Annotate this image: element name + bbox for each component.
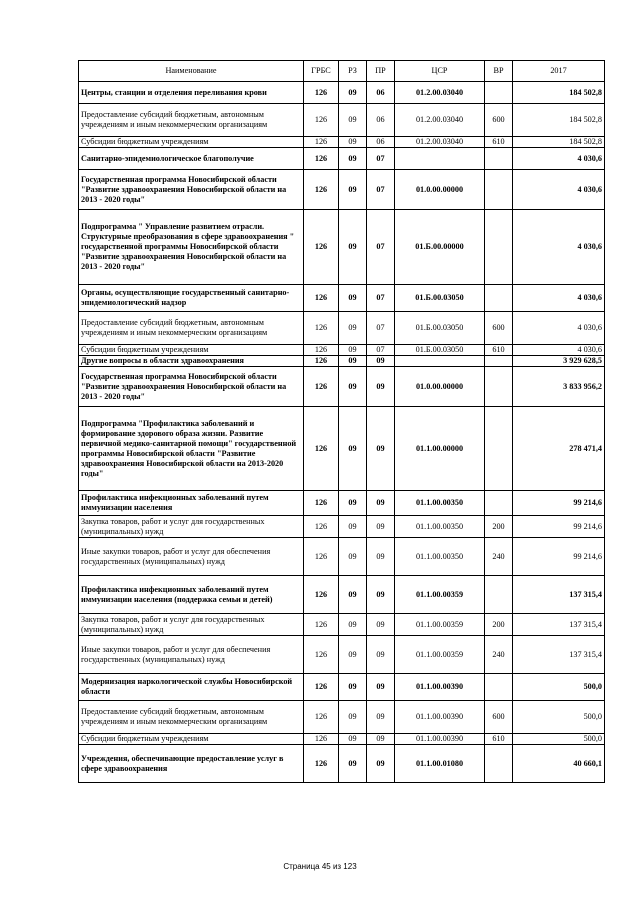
header-year: 2017 <box>513 61 605 82</box>
row-amount-cell: 184 502,8 <box>513 137 605 148</box>
row-amount-cell: 184 502,8 <box>513 104 605 137</box>
row-csr-cell: 01.Б.00.03050 <box>395 285 485 312</box>
page-number: Страница 45 из 123 <box>283 862 357 871</box>
row-name-cell: Государственная программа Новосибирской области "Развитие здравоохранения Новосибирской области на 2013 - 2020 годы" <box>79 367 304 407</box>
row-amount-cell: 3 833 956,2 <box>513 367 605 407</box>
table-row <box>79 82 605 104</box>
row-name-cell: Предоставление субсидий бюджетным, автономным учреждениям и иным некоммерческим организациям <box>79 104 304 137</box>
row-amount-cell: 137 315,4 <box>513 636 605 674</box>
row-pr-cell: 07 <box>367 148 395 170</box>
row-csr-cell: 01.2.00.03040 <box>395 82 485 104</box>
row-vr-cell <box>485 576 513 614</box>
row-amount-cell: 500,0 <box>513 701 605 734</box>
table-row <box>79 491 605 516</box>
row-name-cell: Профилактика инфекционных заболеваний путем иммунизации населения <box>79 491 304 516</box>
row-rz-cell: 09 <box>339 636 367 674</box>
row-rz-cell: 09 <box>339 137 367 148</box>
table-row <box>79 636 605 674</box>
table-row <box>79 345 605 356</box>
row-vr-cell: 600 <box>485 701 513 734</box>
row-name-cell: Закупка товаров, работ и услуг для государственных (муниципальных) нужд <box>79 516 304 538</box>
row-pr-cell: 09 <box>367 538 395 576</box>
row-amount-cell: 278 471,4 <box>513 407 605 491</box>
row-rz-cell: 09 <box>339 345 367 356</box>
row-rz-cell: 09 <box>339 285 367 312</box>
row-grbs-cell: 126 <box>304 576 339 614</box>
row-rz-cell: 09 <box>339 407 367 491</box>
row-csr-cell: 01.Б.00.03050 <box>395 312 485 345</box>
row-name-cell: Субсидии бюджетным учреждениям <box>79 137 304 148</box>
row-rz-cell: 09 <box>339 82 367 104</box>
table-row <box>79 137 605 148</box>
row-rz-cell: 09 <box>339 367 367 407</box>
row-rz-cell: 09 <box>339 674 367 701</box>
header-csr: ЦСР <box>395 61 485 82</box>
row-name-cell: Государственная программа Новосибирской области "Развитие здравоохранения Новосибирской области на 2013 - 2020 годы" <box>79 170 304 210</box>
row-amount-cell: 4 030,6 <box>513 148 605 170</box>
row-grbs-cell: 126 <box>304 491 339 516</box>
row-rz-cell: 09 <box>339 170 367 210</box>
header-grbs: ГРБС <box>304 61 339 82</box>
table-row <box>79 285 605 312</box>
row-amount-cell: 4 030,6 <box>513 170 605 210</box>
row-csr-cell: 01.1.00.00390 <box>395 734 485 745</box>
row-grbs-cell: 126 <box>304 745 339 783</box>
row-csr-cell: 01.Б.00.00000 <box>395 210 485 285</box>
table-row <box>79 367 605 407</box>
row-rz-cell: 09 <box>339 356 367 367</box>
table-row <box>79 356 605 367</box>
row-grbs-cell: 126 <box>304 516 339 538</box>
row-name-cell: Предоставление субсидий бюджетным, автономным учреждениям и иным некоммерческим организациям <box>79 701 304 734</box>
row-rz-cell: 09 <box>339 614 367 636</box>
row-pr-cell: 06 <box>367 82 395 104</box>
row-name-cell: Субсидии бюджетным учреждениям <box>79 734 304 745</box>
row-name-cell: Предоставление субсидий бюджетным, автономным учреждениям и иным некоммерческим организациям <box>79 312 304 345</box>
row-grbs-cell: 126 <box>304 538 339 576</box>
row-pr-cell: 07 <box>367 345 395 356</box>
table-row <box>79 734 605 745</box>
table-body <box>79 82 605 783</box>
row-csr-cell: 01.1.00.00359 <box>395 576 485 614</box>
row-csr-cell: 01.1.00.00350 <box>395 538 485 576</box>
table-row <box>79 674 605 701</box>
row-name-cell: Иные закупки товаров, работ и услуг для обеспечения государственных (муниципальных) нужд <box>79 636 304 674</box>
row-pr-cell: 09 <box>367 734 395 745</box>
row-amount-cell: 137 315,4 <box>513 614 605 636</box>
row-vr-cell <box>485 745 513 783</box>
row-pr-cell: 09 <box>367 356 395 367</box>
row-amount-cell: 4 030,6 <box>513 312 605 345</box>
row-pr-cell: 09 <box>367 701 395 734</box>
row-vr-cell <box>485 210 513 285</box>
table-row <box>79 516 605 538</box>
row-csr-cell: 01.1.00.00390 <box>395 674 485 701</box>
row-name-cell: Органы, осуществляющие государственный санитарно-эпидемиологический надзор <box>79 285 304 312</box>
header-pr: ПР <box>367 61 395 82</box>
row-amount-cell: 99 214,6 <box>513 491 605 516</box>
row-grbs-cell: 126 <box>304 312 339 345</box>
row-pr-cell: 07 <box>367 312 395 345</box>
table-row <box>79 745 605 783</box>
row-vr-cell <box>485 491 513 516</box>
row-rz-cell: 09 <box>339 576 367 614</box>
row-name-cell: Другие вопросы в области здравоохранения <box>79 356 304 367</box>
row-name-cell: Модернизация наркологической службы Новосибирской области <box>79 674 304 701</box>
row-csr-cell: 01.0.00.00000 <box>395 170 485 210</box>
row-amount-cell: 4 030,6 <box>513 285 605 312</box>
row-vr-cell <box>485 356 513 367</box>
header-name: Наименование <box>79 61 304 82</box>
row-pr-cell: 07 <box>367 170 395 210</box>
row-pr-cell: 06 <box>367 104 395 137</box>
row-pr-cell: 09 <box>367 745 395 783</box>
row-amount-cell: 40 660,1 <box>513 745 605 783</box>
row-csr-cell: 01.1.00.00350 <box>395 491 485 516</box>
row-amount-cell: 4 030,6 <box>513 210 605 285</box>
row-csr-cell: 01.1.00.00359 <box>395 636 485 674</box>
row-grbs-cell: 126 <box>304 82 339 104</box>
row-csr-cell: 01.2.00.03040 <box>395 137 485 148</box>
row-vr-cell <box>485 407 513 491</box>
row-pr-cell: 09 <box>367 367 395 407</box>
row-vr-cell <box>485 82 513 104</box>
row-rz-cell: 09 <box>339 148 367 170</box>
row-grbs-cell: 126 <box>304 614 339 636</box>
row-name-cell: Центры, станции и отделения переливания крови <box>79 82 304 104</box>
table-row <box>79 148 605 170</box>
row-rz-cell: 09 <box>339 312 367 345</box>
row-name-cell: Закупка товаров, работ и услуг для государственных (муниципальных) нужд <box>79 614 304 636</box>
row-amount-cell: 137 315,4 <box>513 576 605 614</box>
row-pr-cell: 09 <box>367 516 395 538</box>
row-name-cell: Подпрограмма "Профилактика заболеваний и формирование здорового образа жизни. Развитие первичной медико-санитарной помощи" государственной программы Новосибирской области "Развитие здравоохранения Новосибирской области на 2013-2020 годы" <box>79 407 304 491</box>
row-vr-cell <box>485 367 513 407</box>
row-pr-cell: 09 <box>367 407 395 491</box>
row-pr-cell: 09 <box>367 636 395 674</box>
row-pr-cell: 09 <box>367 576 395 614</box>
row-csr-cell: 01.1.00.01080 <box>395 745 485 783</box>
row-vr-cell: 240 <box>485 538 513 576</box>
table-row <box>79 407 605 491</box>
row-vr-cell: 240 <box>485 636 513 674</box>
row-vr-cell <box>485 170 513 210</box>
row-pr-cell: 09 <box>367 491 395 516</box>
table-row <box>79 701 605 734</box>
row-rz-cell: 09 <box>339 104 367 137</box>
row-grbs-cell: 126 <box>304 104 339 137</box>
table-header-row <box>79 61 605 82</box>
row-grbs-cell: 126 <box>304 701 339 734</box>
header-vr: ВР <box>485 61 513 82</box>
row-rz-cell: 09 <box>339 745 367 783</box>
row-name-cell: Санитарно-эпидемиологическое благополучие <box>79 148 304 170</box>
row-amount-cell: 3 929 628,5 <box>513 356 605 367</box>
row-grbs-cell: 126 <box>304 356 339 367</box>
row-grbs-cell: 126 <box>304 407 339 491</box>
row-vr-cell: 610 <box>485 137 513 148</box>
table-row <box>79 170 605 210</box>
row-vr-cell <box>485 674 513 701</box>
row-vr-cell: 200 <box>485 516 513 538</box>
row-csr-cell: 01.1.00.00390 <box>395 701 485 734</box>
row-amount-cell: 500,0 <box>513 734 605 745</box>
row-amount-cell: 184 502,8 <box>513 82 605 104</box>
row-amount-cell: 4 030,6 <box>513 345 605 356</box>
row-pr-cell: 07 <box>367 210 395 285</box>
row-grbs-cell: 126 <box>304 367 339 407</box>
row-grbs-cell: 126 <box>304 137 339 148</box>
table-row <box>79 312 605 345</box>
row-csr-cell: 01.0.00.00000 <box>395 367 485 407</box>
row-csr-cell: 01.Б.00.03050 <box>395 345 485 356</box>
row-name-cell: Иные закупки товаров, работ и услуг для обеспечения государственных (муниципальных) нужд <box>79 538 304 576</box>
row-pr-cell: 07 <box>367 285 395 312</box>
row-vr-cell: 200 <box>485 614 513 636</box>
row-rz-cell: 09 <box>339 538 367 576</box>
row-csr-cell: 01.1.00.00000 <box>395 407 485 491</box>
row-amount-cell: 500,0 <box>513 674 605 701</box>
row-name-cell: Субсидии бюджетным учреждениям <box>79 345 304 356</box>
row-grbs-cell: 126 <box>304 210 339 285</box>
row-grbs-cell: 126 <box>304 285 339 312</box>
row-csr-cell: 01.1.00.00359 <box>395 614 485 636</box>
row-rz-cell: 09 <box>339 701 367 734</box>
table-row <box>79 210 605 285</box>
table-row <box>79 538 605 576</box>
row-csr-cell <box>395 356 485 367</box>
row-grbs-cell: 126 <box>304 148 339 170</box>
row-pr-cell: 09 <box>367 674 395 701</box>
row-vr-cell: 600 <box>485 312 513 345</box>
budget-table <box>78 60 605 783</box>
row-name-cell: Учреждения, обеспечивающие предоставление услуг в сфере здравоохранения <box>79 745 304 783</box>
row-pr-cell: 06 <box>367 137 395 148</box>
row-rz-cell: 09 <box>339 734 367 745</box>
row-pr-cell: 09 <box>367 614 395 636</box>
row-amount-cell: 99 214,6 <box>513 516 605 538</box>
row-vr-cell: 610 <box>485 734 513 745</box>
row-vr-cell: 600 <box>485 104 513 137</box>
header-rz: РЗ <box>339 61 367 82</box>
row-grbs-cell: 126 <box>304 170 339 210</box>
row-grbs-cell: 126 <box>304 345 339 356</box>
row-name-cell: Профилактика инфекционных заболеваний путем иммунизации населения (поддержка семьи и детей) <box>79 576 304 614</box>
row-amount-cell: 99 214,6 <box>513 538 605 576</box>
table-row <box>79 104 605 137</box>
table-row <box>79 614 605 636</box>
row-rz-cell: 09 <box>339 210 367 285</box>
row-grbs-cell: 126 <box>304 674 339 701</box>
table-row <box>79 576 605 614</box>
row-vr-cell <box>485 148 513 170</box>
row-name-cell: Подпрограмма " Управление развитием отрасли. Структурные преобразования в сфере здравоохранения " государственной программы Новосибирской области "Развитие здравоохранения Новосибирской области на 2013 - 2020 годы" <box>79 210 304 285</box>
row-vr-cell: 610 <box>485 345 513 356</box>
row-grbs-cell: 126 <box>304 636 339 674</box>
row-csr-cell <box>395 148 485 170</box>
row-csr-cell: 01.1.00.00350 <box>395 516 485 538</box>
row-rz-cell: 09 <box>339 516 367 538</box>
row-csr-cell: 01.2.00.03040 <box>395 104 485 137</box>
row-rz-cell: 09 <box>339 491 367 516</box>
row-grbs-cell: 126 <box>304 734 339 745</box>
row-vr-cell <box>485 285 513 312</box>
